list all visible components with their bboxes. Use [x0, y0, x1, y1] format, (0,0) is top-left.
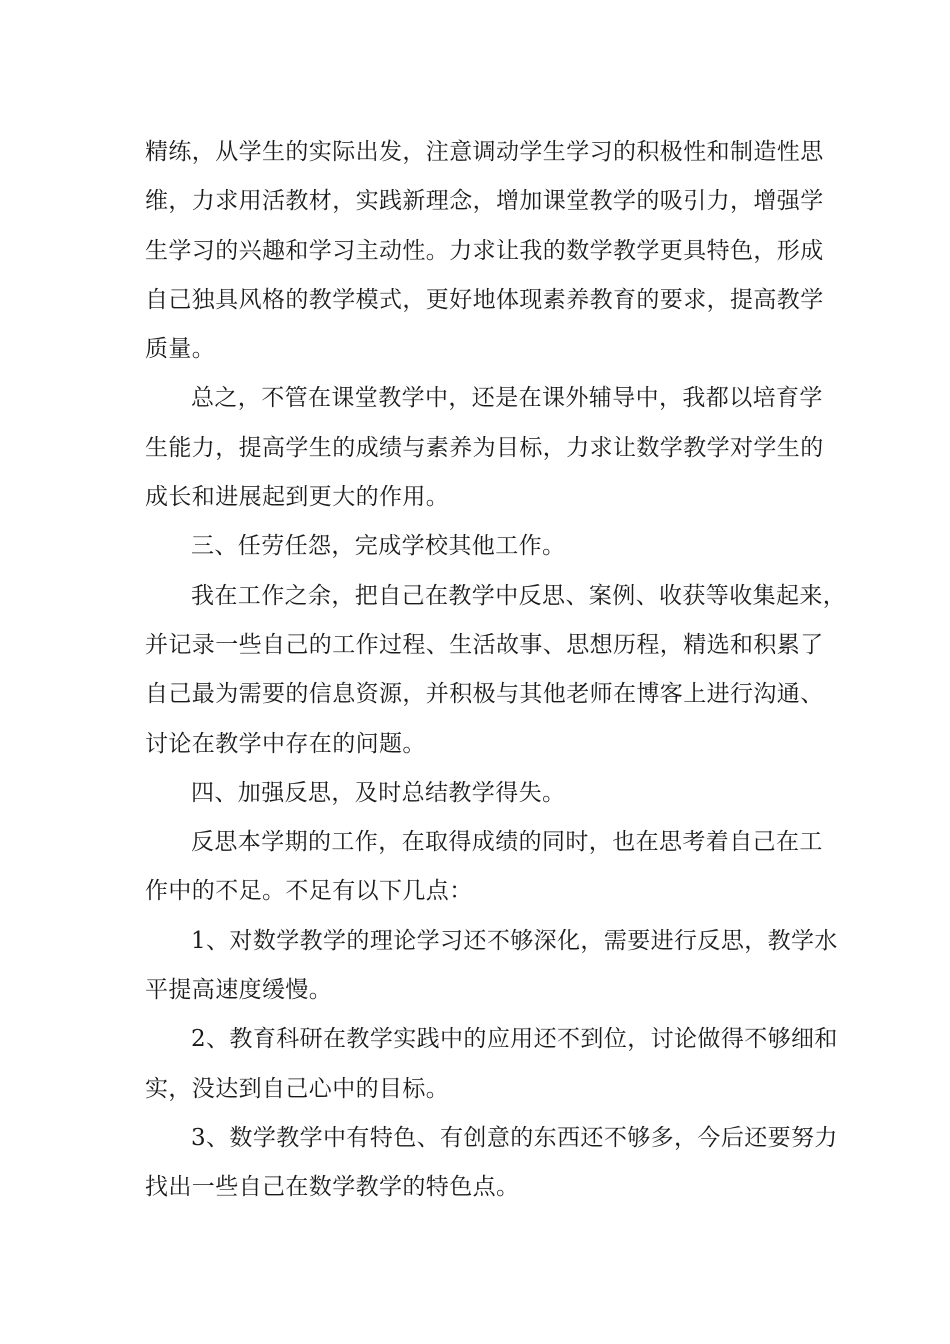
- paragraph-teaching-approach: [145, 128, 824, 374]
- list-item-one: [145, 917, 838, 1016]
- text-line: 生学习的兴趣和学习主动性。力求让我的数学教学更具特色，形成: [145, 237, 824, 264]
- paragraph-summary: [145, 374, 824, 522]
- text-line: 生能力，提高学生的成绩与素养为目标，力求让数学教学对学生的: [145, 434, 824, 461]
- list-item-three: [145, 1114, 838, 1213]
- text-line: 成长和进展起到更大的作用。: [145, 484, 450, 511]
- section-heading-text: 三、任劳任怨，完成学校其他工作。: [191, 533, 566, 560]
- section-heading-text: 四、加强反思，及时总结教学得失。: [191, 779, 566, 806]
- text-line: 质量。: [145, 336, 216, 363]
- text-line: 总之，不管在课堂教学中，还是在课外辅导中，我都以培育学: [191, 385, 823, 412]
- text-line: 找出一些自己在数学教学的特色点。: [145, 1174, 520, 1201]
- text-line: 自己最为需要的信息资源，并积极与其他老师在博客上进行沟通、: [145, 681, 824, 708]
- text-line: 1、对数学教学的理论学习还不够深化，需要进行反思，教学水: [191, 927, 838, 954]
- text-line: 精练，从学生的实际出发，注意调动学生学习的积极性和制造性思: [145, 139, 824, 165]
- text-line: 讨论在教学中存在的问题。: [145, 730, 426, 757]
- text-line: 3、数学教学中有特色、有创意的东西还不够多，今后还要努力: [191, 1124, 838, 1151]
- text-line: 实，没达到自己心中的目标。: [145, 1075, 450, 1102]
- text-line: 平提高速度缓慢。: [145, 977, 333, 1004]
- text-line: 并记录一些自己的工作过程、生活故事、思想历程，精选和积累了: [145, 631, 824, 658]
- section-heading-four: [145, 769, 815, 818]
- text-line: 反思本学期的工作，在取得成绩的同时，也在思考着自己在工: [191, 829, 823, 856]
- document-body: [145, 128, 847, 1213]
- text-line: 我在工作之余，把自己在教学中反思、案例、收获等收集起来，: [191, 582, 847, 609]
- text-line: 维，力求用活教材，实践新理念，增加课堂教学的吸引力，增强学: [145, 188, 824, 215]
- paragraph-other-work: [145, 572, 847, 769]
- text-line: 自己独具风格的教学模式，更好地体现素养教育的要求，提高教学: [145, 286, 824, 313]
- paragraph-reflection: [145, 818, 823, 917]
- text-line: 作中的不足。不足有以下几点：: [145, 878, 473, 905]
- list-item-two: [145, 1015, 838, 1114]
- text-line: 2、教育科研在教学实践中的应用还不到位，讨论做得不够细和: [191, 1026, 838, 1053]
- section-heading-three: [145, 522, 815, 571]
